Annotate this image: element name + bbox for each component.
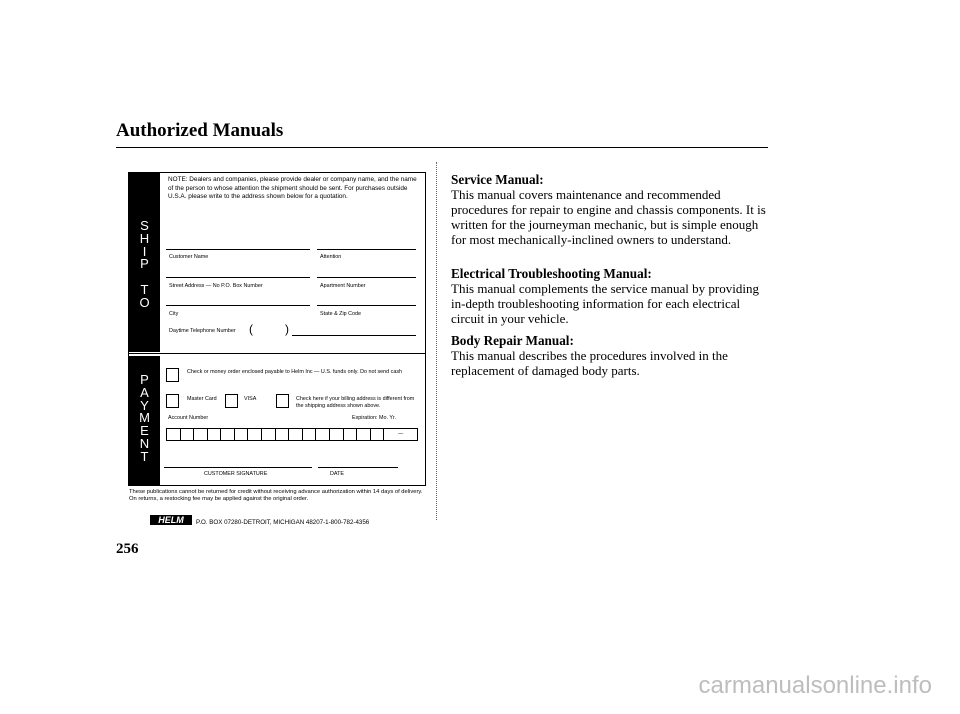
signature-label: CUSTOMER SIGNATURE xyxy=(204,471,268,477)
mastercard-checkbox[interactable] xyxy=(166,394,179,408)
check-money-order-checkbox[interactable] xyxy=(166,368,179,382)
account-digit-box[interactable] xyxy=(262,429,276,440)
account-digit-box[interactable] xyxy=(344,429,358,440)
account-digit-box[interactable] xyxy=(181,429,195,440)
street-address-line[interactable] xyxy=(166,277,310,278)
band-letter: E xyxy=(140,423,149,439)
account-digit-box[interactable] xyxy=(371,429,385,440)
phone-open-paren: ( xyxy=(249,322,253,336)
body-repair-manual-text: This manual describes the procedures involved in the replacement of damaged body parts. xyxy=(451,348,728,379)
account-digit-box[interactable] xyxy=(248,429,262,440)
band-letter: T xyxy=(140,448,149,464)
city-line[interactable] xyxy=(166,305,310,306)
returns-disclaimer: These publications cannot be returned for credit without receiving advance authorization within 14 days of delivery. On returns, a restocking fee may be applied against the original order. xyxy=(129,489,423,503)
form-note: NOTE: Dealers and companies, please provide dealer or company name, and the name of the person to whose attention the shipment should be sent. For purchases outside U.S.A. please write to the address shown below for a quotation. xyxy=(168,176,417,201)
account-digit-box[interactable] xyxy=(303,429,317,440)
customer-name-label: Customer Name xyxy=(169,254,209,260)
service-manual-section xyxy=(451,172,771,247)
band-letter: N xyxy=(139,435,150,451)
band-letter: I xyxy=(142,243,147,259)
body-repair-manual-heading: Body Repair Manual: xyxy=(451,333,574,348)
ship-to-band xyxy=(129,173,160,352)
body-repair-manual-section xyxy=(451,333,771,378)
account-digit-box[interactable] xyxy=(221,429,235,440)
account-digit-box[interactable] xyxy=(167,429,181,440)
street-address-label: Street Address — No P.O. Box Number xyxy=(169,283,263,289)
electrical-manual-section xyxy=(451,266,771,326)
date-label: DATE xyxy=(330,471,344,477)
band-letter: P xyxy=(140,256,149,272)
account-number-grid[interactable] xyxy=(166,428,418,441)
service-manual-text: This manual covers maintenance and recommended procedures for repair to engine and chassis components. It is written for the journeyman mechanic, but is simple enough for most mechanically-inclined owners to understand. xyxy=(451,187,766,248)
band-letter: H xyxy=(139,230,150,246)
band-letter: O xyxy=(139,294,150,310)
electrical-manual-heading: Electrical Troubleshooting Manual: xyxy=(451,266,652,281)
band-letter: Y xyxy=(140,397,149,413)
state-zip-label: State & Zip Code xyxy=(320,311,362,317)
column-divider xyxy=(436,162,437,520)
account-digit-box[interactable] xyxy=(235,429,249,440)
phone-close-paren: ) xyxy=(285,322,289,336)
attention-line[interactable] xyxy=(317,249,416,250)
title-rule xyxy=(116,147,768,148)
site-watermark: carmanualsonline.info xyxy=(698,672,932,699)
phone-line[interactable] xyxy=(292,335,416,336)
electrical-manual-text: This manual complements the service manual by providing in-depth troubleshooting information for each electrical circuit in your vehicle. xyxy=(451,281,759,327)
page-number: 256 xyxy=(116,541,139,557)
payment-band xyxy=(129,356,160,485)
phone-label: Daytime Telephone Number xyxy=(169,328,236,334)
expiration-box[interactable]: — xyxy=(398,431,404,437)
mastercard-label: Master Card xyxy=(187,396,217,402)
band-letter: S xyxy=(140,218,149,233)
visa-checkbox[interactable] xyxy=(225,394,238,408)
visa-label: VISA xyxy=(244,396,257,402)
billing-address-checkbox[interactable] xyxy=(276,394,289,408)
date-line[interactable] xyxy=(318,467,398,468)
helm-address: P.O. BOX 07280-DETROIT, MICHIGAN 48207-1-800-782-4356 xyxy=(196,519,370,526)
signature-line[interactable] xyxy=(164,467,312,468)
band-letter: P xyxy=(140,372,149,387)
account-digit-box[interactable] xyxy=(330,429,344,440)
apartment-line[interactable] xyxy=(317,277,416,278)
billing-address-text: Check here if your billing address is different from the shipping address shown above. xyxy=(296,396,415,409)
customer-name-line[interactable] xyxy=(166,249,310,250)
expiration-label: Expiration: Mo. Yr. xyxy=(352,415,396,421)
account-number-label: Account Number xyxy=(168,415,209,421)
account-digit-box[interactable] xyxy=(316,429,330,440)
account-digit-box[interactable] xyxy=(276,429,290,440)
band-letter: M xyxy=(139,410,150,426)
account-digit-box[interactable] xyxy=(357,429,371,440)
account-digit-box[interactable] xyxy=(194,429,208,440)
band-letter: T xyxy=(140,281,149,297)
account-digit-box[interactable] xyxy=(289,429,303,440)
city-label: City xyxy=(169,311,179,317)
page-title: Authorized Manuals xyxy=(116,120,284,141)
band-letter: A xyxy=(140,384,149,400)
check-money-order-text: Check or money order enclosed payable to Helm Inc — U.S. funds only. Do not send cash xyxy=(187,369,403,375)
section-divider xyxy=(129,353,425,354)
account-digit-box[interactable] xyxy=(208,429,222,440)
attention-label: Attention xyxy=(320,254,342,260)
state-zip-line[interactable] xyxy=(317,305,416,306)
service-manual-heading: Service Manual: xyxy=(451,172,544,187)
apartment-label: Apartment Number xyxy=(320,283,366,289)
helm-logo: HELM xyxy=(150,515,192,525)
